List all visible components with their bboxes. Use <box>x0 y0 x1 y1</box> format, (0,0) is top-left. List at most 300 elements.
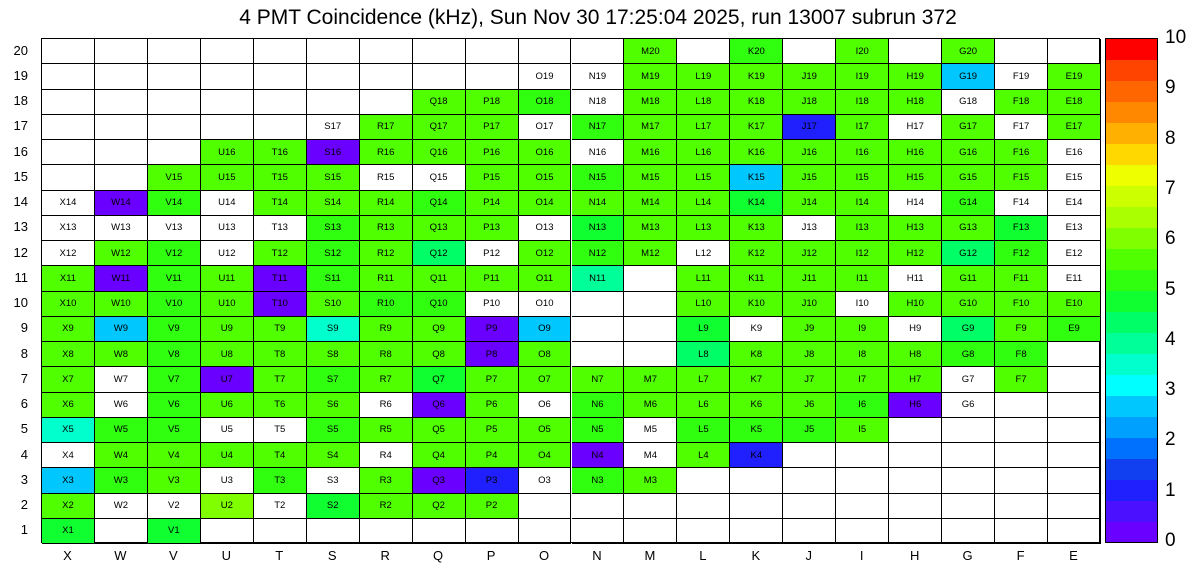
empty-cell <box>254 64 307 89</box>
heatmap-cell: R15 <box>360 165 413 190</box>
empty-cell <box>95 64 148 89</box>
heatmap-cell: H15 <box>889 165 942 190</box>
heatmap-cell: N7 <box>572 367 625 392</box>
empty-cell <box>42 115 95 140</box>
heatmap-cell: E14 <box>1048 191 1101 216</box>
empty-cell <box>677 519 730 544</box>
heatmap-cell: W6 <box>95 393 148 418</box>
empty-cell <box>95 165 148 190</box>
heatmap-cell: I16 <box>836 140 889 165</box>
heatmap-cell: U13 <box>201 216 254 241</box>
x-tick-label: V <box>169 548 178 563</box>
empty-cell <box>254 115 307 140</box>
heatmap-cell: I8 <box>836 342 889 367</box>
heatmap-cell: X13 <box>42 216 95 241</box>
empty-cell <box>1048 519 1101 544</box>
heatmap-cell: L10 <box>677 292 730 317</box>
y-tick-label: 10 <box>13 295 28 311</box>
empty-cell <box>201 64 254 89</box>
empty-cell <box>836 468 889 493</box>
x-tick-label: I <box>859 548 864 563</box>
heatmap-cell: H18 <box>889 90 942 115</box>
heatmap-cell: E10 <box>1048 292 1101 317</box>
empty-cell <box>519 39 572 64</box>
heatmap-cell: K14 <box>730 191 783 216</box>
empty-cell <box>836 443 889 468</box>
heatmap-cell: P8 <box>466 342 519 367</box>
empty-cell <box>1048 393 1101 418</box>
heatmap-cell: O19 <box>519 64 572 89</box>
y-tick-label: 15 <box>13 168 28 184</box>
heatmap-cell: M6 <box>624 393 677 418</box>
heatmap-cell: I11 <box>836 266 889 291</box>
heatmap-cell: I6 <box>836 393 889 418</box>
chart-title: 4 PMT Coincidence (kHz), Sun Nov 30 17:25:04 2025, run 13007 subrun 372 <box>239 6 957 29</box>
empty-cell <box>95 90 148 115</box>
empty-cell <box>1048 418 1101 443</box>
heatmap-cell: T12 <box>254 241 307 266</box>
heatmap-cell: H7 <box>889 367 942 392</box>
y-tick-label: 8 <box>20 345 28 361</box>
heatmap-cell: E16 <box>1048 140 1101 165</box>
heatmap-cell: S15 <box>307 165 360 190</box>
heatmap-cell: E18 <box>1048 90 1101 115</box>
empty-cell <box>624 292 677 317</box>
empty-cell <box>572 39 625 64</box>
x-tick-label: K <box>751 548 761 563</box>
heatmap-cell: L12 <box>677 241 730 266</box>
empty-cell <box>307 39 360 64</box>
heatmap-cell: M19 <box>624 64 677 89</box>
heatmap-cell: X11 <box>42 266 95 291</box>
color-scale-band <box>1106 186 1157 207</box>
heatmap-cell: J19 <box>783 64 836 89</box>
heatmap-cell: S17 <box>307 115 360 140</box>
heatmap-cell: O7 <box>519 367 572 392</box>
empty-cell <box>413 519 466 544</box>
heatmap-cell: S12 <box>307 241 360 266</box>
heatmap-cell: H14 <box>889 191 942 216</box>
color-scale-band <box>1106 123 1157 144</box>
empty-cell <box>148 140 201 165</box>
y-tick-label: 13 <box>13 219 28 235</box>
heatmap-cell: F11 <box>995 266 1048 291</box>
empty-cell <box>836 494 889 519</box>
heatmap-cell: E11 <box>1048 266 1101 291</box>
heatmap-cell: K17 <box>730 115 783 140</box>
heatmap-cell: W12 <box>95 241 148 266</box>
heatmap-cell: O14 <box>519 191 572 216</box>
heatmap-cell: K7 <box>730 367 783 392</box>
heatmap-cell: V13 <box>148 216 201 241</box>
heatmap-cell: V7 <box>148 367 201 392</box>
heatmap-cell: T10 <box>254 292 307 317</box>
empty-cell <box>995 418 1048 443</box>
heatmap-cell: N19 <box>572 64 625 89</box>
heatmap-cell: T3 <box>254 468 307 493</box>
empty-cell <box>783 494 836 519</box>
empty-cell <box>572 342 625 367</box>
empty-cell <box>201 115 254 140</box>
heatmap-cell: Q14 <box>413 191 466 216</box>
heatmap-cell: H10 <box>889 292 942 317</box>
heatmap-cell: O8 <box>519 342 572 367</box>
x-tick-label: H <box>909 548 920 563</box>
heatmap-cell: P3 <box>466 468 519 493</box>
heatmap-cell: M7 <box>624 367 677 392</box>
empty-cell <box>783 468 836 493</box>
heatmap-cell: X3 <box>42 468 95 493</box>
heatmap-cell: K9 <box>730 317 783 342</box>
heatmap-cell: V4 <box>148 443 201 468</box>
heatmap-cell: U16 <box>201 140 254 165</box>
empty-cell <box>624 266 677 291</box>
heatmap-cell: R9 <box>360 317 413 342</box>
heatmap-cell: L8 <box>677 342 730 367</box>
heatmap-cell: Q4 <box>413 443 466 468</box>
empty-cell <box>466 39 519 64</box>
color-scale-band <box>1106 458 1157 479</box>
color-scale-band <box>1106 60 1157 81</box>
heatmap-cell: H13 <box>889 216 942 241</box>
heatmap-grid <box>41 38 1100 543</box>
heatmap-cell: S14 <box>307 191 360 216</box>
heatmap-cell: L6 <box>677 393 730 418</box>
empty-cell <box>466 519 519 544</box>
heatmap-cell: I7 <box>836 367 889 392</box>
empty-cell <box>201 39 254 64</box>
heatmap-cell: G7 <box>942 367 995 392</box>
y-tick-label: 17 <box>13 118 28 134</box>
heatmap-cell: U2 <box>201 494 254 519</box>
empty-cell <box>254 90 307 115</box>
heatmap-cell: I15 <box>836 165 889 190</box>
heatmap-cell: P7 <box>466 367 519 392</box>
heatmap-cell: L18 <box>677 90 730 115</box>
heatmap-cell: V14 <box>148 191 201 216</box>
heatmap-cell: G9 <box>942 317 995 342</box>
heatmap-cell: E19 <box>1048 64 1101 89</box>
heatmap-cell: Q13 <box>413 216 466 241</box>
heatmap-cell: L9 <box>677 317 730 342</box>
empty-cell <box>519 519 572 544</box>
heatmap-cell: G12 <box>942 241 995 266</box>
heatmap-cell: O15 <box>519 165 572 190</box>
heatmap-cell: O3 <box>519 468 572 493</box>
y-tick-label: 12 <box>13 244 28 260</box>
heatmap-cell: J6 <box>783 393 836 418</box>
heatmap-cell: P10 <box>466 292 519 317</box>
x-tick-label: L <box>699 548 707 563</box>
heatmap-cell: G17 <box>942 115 995 140</box>
heatmap-cell: P17 <box>466 115 519 140</box>
empty-cell <box>42 90 95 115</box>
heatmap-cell: J8 <box>783 342 836 367</box>
empty-cell <box>572 317 625 342</box>
heatmap-cell: K16 <box>730 140 783 165</box>
empty-cell <box>1048 494 1101 519</box>
heatmap-cell: M14 <box>624 191 677 216</box>
heatmap-cell: I18 <box>836 90 889 115</box>
heatmap-cell: M16 <box>624 140 677 165</box>
x-tick-label: S <box>327 548 337 563</box>
heatmap-cell: X9 <box>42 317 95 342</box>
empty-cell <box>942 494 995 519</box>
empty-cell <box>42 140 95 165</box>
heatmap-cell: O5 <box>519 418 572 443</box>
color-scale-band <box>1106 81 1157 102</box>
color-scale-band <box>1106 291 1157 312</box>
heatmap-cell: T7 <box>254 367 307 392</box>
heatmap-cell: Q11 <box>413 266 466 291</box>
color-scale-band <box>1106 479 1157 500</box>
color-scale-band <box>1106 270 1157 291</box>
y-tick-label: 14 <box>13 194 28 210</box>
color-scale-band <box>1106 332 1157 353</box>
x-tick-label: M <box>644 548 656 563</box>
heatmap-cell: J5 <box>783 418 836 443</box>
heatmap-cell: H12 <box>889 241 942 266</box>
heatmap-cell: R12 <box>360 241 413 266</box>
heatmap-cell: F16 <box>995 140 1048 165</box>
y-tick-label: 9 <box>20 320 28 336</box>
heatmap-cell: I20 <box>836 39 889 64</box>
heatmap-cell: Q10 <box>413 292 466 317</box>
heatmap-cell: P9 <box>466 317 519 342</box>
color-scale-tick-label: 10 <box>1165 27 1187 48</box>
empty-cell <box>201 90 254 115</box>
empty-cell <box>677 468 730 493</box>
heatmap-cell: W9 <box>95 317 148 342</box>
empty-cell <box>995 468 1048 493</box>
heatmap-cell: P18 <box>466 90 519 115</box>
heatmap-cell: T5 <box>254 418 307 443</box>
heatmap-cell: U15 <box>201 165 254 190</box>
heatmap-cell: R7 <box>360 367 413 392</box>
heatmap-cell: Q17 <box>413 115 466 140</box>
color-scale-band <box>1106 249 1157 270</box>
heatmap-cell: H16 <box>889 140 942 165</box>
heatmap-cell: U3 <box>201 468 254 493</box>
heatmap-cell: E12 <box>1048 241 1101 266</box>
heatmap-cell: W7 <box>95 367 148 392</box>
heatmap-cell: K11 <box>730 266 783 291</box>
y-tick-label: 4 <box>20 446 28 462</box>
heatmap-cell: X10 <box>42 292 95 317</box>
heatmap-cell: U14 <box>201 191 254 216</box>
heatmap-cell: K15 <box>730 165 783 190</box>
heatmap-cell: N13 <box>572 216 625 241</box>
heatmap-cell: S6 <box>307 393 360 418</box>
heatmap-cell: R10 <box>360 292 413 317</box>
heatmap-cell: M18 <box>624 90 677 115</box>
empty-cell <box>42 39 95 64</box>
x-tick-label: G <box>962 548 973 563</box>
empty-cell <box>730 468 783 493</box>
empty-cell <box>413 64 466 89</box>
empty-cell <box>466 64 519 89</box>
heatmap-cell: G13 <box>942 216 995 241</box>
heatmap-cell: M4 <box>624 443 677 468</box>
heatmap-cell: L14 <box>677 191 730 216</box>
heatmap-cell: M12 <box>624 241 677 266</box>
empty-cell <box>1048 367 1101 392</box>
empty-cell <box>519 494 572 519</box>
heatmap-cell: X5 <box>42 418 95 443</box>
empty-cell <box>42 165 95 190</box>
empty-cell <box>942 468 995 493</box>
heatmap-cell: G14 <box>942 191 995 216</box>
color-scale-band <box>1106 353 1157 374</box>
heatmap-cell: J9 <box>783 317 836 342</box>
heatmap-cell: R3 <box>360 468 413 493</box>
empty-cell <box>889 39 942 64</box>
heatmap-cell: G10 <box>942 292 995 317</box>
heatmap-cell: K8 <box>730 342 783 367</box>
heatmap-cell: Q5 <box>413 418 466 443</box>
heatmap-cell: X6 <box>42 393 95 418</box>
y-tick-label: 18 <box>13 93 28 109</box>
color-scale-band <box>1106 102 1157 123</box>
heatmap-cell: X1 <box>42 519 95 544</box>
heatmap-cell: L13 <box>677 216 730 241</box>
heatmap-cell: G16 <box>942 140 995 165</box>
heatmap-cell: W5 <box>95 418 148 443</box>
empty-cell <box>730 494 783 519</box>
heatmap-cell: X7 <box>42 367 95 392</box>
x-tick-label: W <box>114 548 127 563</box>
y-tick-label: 2 <box>20 497 28 513</box>
empty-cell <box>148 90 201 115</box>
heatmap-cell: K10 <box>730 292 783 317</box>
heatmap-cell: H11 <box>889 266 942 291</box>
heatmap-cell: V12 <box>148 241 201 266</box>
heatmap-cell: J10 <box>783 292 836 317</box>
empty-cell <box>360 64 413 89</box>
heatmap-cell: M20 <box>624 39 677 64</box>
color-scale-tick-label: 5 <box>1165 278 1176 300</box>
heatmap-cell: I19 <box>836 64 889 89</box>
heatmap-cell: N15 <box>572 165 625 190</box>
heatmap-cell: Q2 <box>413 494 466 519</box>
color-scale-band <box>1106 521 1157 542</box>
color-scale-band <box>1106 144 1157 165</box>
heatmap-cell: Q12 <box>413 241 466 266</box>
color-scale-tick-label: 8 <box>1165 127 1176 149</box>
heatmap-cell: Q18 <box>413 90 466 115</box>
heatmap-cell: E9 <box>1048 317 1101 342</box>
heatmap-cell: W13 <box>95 216 148 241</box>
heatmap-cell: S8 <box>307 342 360 367</box>
empty-cell <box>889 443 942 468</box>
heatmap-cell: N18 <box>572 90 625 115</box>
empty-cell <box>148 115 201 140</box>
heatmap-cell: O17 <box>519 115 572 140</box>
empty-cell <box>572 519 625 544</box>
heatmap-cell: M13 <box>624 216 677 241</box>
heatmap-cell: T2 <box>254 494 307 519</box>
heatmap-cell: U8 <box>201 342 254 367</box>
heatmap-cell: K12 <box>730 241 783 266</box>
heatmap-cell: O16 <box>519 140 572 165</box>
heatmap-cell: E13 <box>1048 216 1101 241</box>
empty-cell <box>624 342 677 367</box>
heatmap-cell: N17 <box>572 115 625 140</box>
heatmap-cell: L16 <box>677 140 730 165</box>
heatmap-cell: M15 <box>624 165 677 190</box>
heatmap-cell: J18 <box>783 90 836 115</box>
heatmap-cell: T15 <box>254 165 307 190</box>
color-scale-band <box>1106 311 1157 332</box>
heatmap-cell: X2 <box>42 494 95 519</box>
heatmap-cell: J14 <box>783 191 836 216</box>
heatmap-cell: R5 <box>360 418 413 443</box>
heatmap-cell: F17 <box>995 115 1048 140</box>
heatmap-cell: P15 <box>466 165 519 190</box>
y-tick-label: 5 <box>20 421 28 437</box>
empty-cell <box>360 39 413 64</box>
heatmap-cell: O4 <box>519 443 572 468</box>
x-tick-label: F <box>1016 548 1025 563</box>
heatmap-cell: I12 <box>836 241 889 266</box>
heatmap-cell: O9 <box>519 317 572 342</box>
heatmap-cell: E15 <box>1048 165 1101 190</box>
heatmap-cell: T11 <box>254 266 307 291</box>
heatmap-cell: S16 <box>307 140 360 165</box>
heatmap-cell: I9 <box>836 317 889 342</box>
heatmap-cell: R13 <box>360 216 413 241</box>
heatmap-cell: S9 <box>307 317 360 342</box>
heatmap-cell: W14 <box>95 191 148 216</box>
heatmap-cell: H19 <box>889 64 942 89</box>
heatmap-cell: G15 <box>942 165 995 190</box>
heatmap-cell: U6 <box>201 393 254 418</box>
heatmap-cell: S2 <box>307 494 360 519</box>
heatmap-cell: L15 <box>677 165 730 190</box>
heatmap-cell: E17 <box>1048 115 1101 140</box>
heatmap-cell: I10 <box>836 292 889 317</box>
color-scale-tick-label: 7 <box>1165 177 1176 199</box>
color-scale-tick-label: 1 <box>1165 479 1176 501</box>
heatmap-cell: O11 <box>519 266 572 291</box>
empty-cell <box>624 317 677 342</box>
y-tick-label: 6 <box>20 396 28 412</box>
heatmap-cell: N3 <box>572 468 625 493</box>
empty-cell <box>677 39 730 64</box>
empty-cell <box>942 519 995 544</box>
heatmap-cell: R8 <box>360 342 413 367</box>
heatmap-cell: V3 <box>148 468 201 493</box>
empty-cell <box>1048 342 1101 367</box>
empty-cell <box>307 519 360 544</box>
empty-cell <box>836 519 889 544</box>
heatmap-cell: U4 <box>201 443 254 468</box>
x-tick-label: E <box>1069 548 1078 563</box>
heatmap-cell: W11 <box>95 266 148 291</box>
heatmap-cell: L19 <box>677 64 730 89</box>
heatmap-cell: G11 <box>942 266 995 291</box>
heatmap-cell: P6 <box>466 393 519 418</box>
heatmap-cell: P13 <box>466 216 519 241</box>
heatmap-cell: O12 <box>519 241 572 266</box>
heatmap-cell: F10 <box>995 292 1048 317</box>
heatmap-cell: S13 <box>307 216 360 241</box>
empty-cell <box>95 115 148 140</box>
empty-cell <box>783 39 836 64</box>
empty-cell <box>889 494 942 519</box>
heatmap-cell: U5 <box>201 418 254 443</box>
heatmap-cell: R17 <box>360 115 413 140</box>
